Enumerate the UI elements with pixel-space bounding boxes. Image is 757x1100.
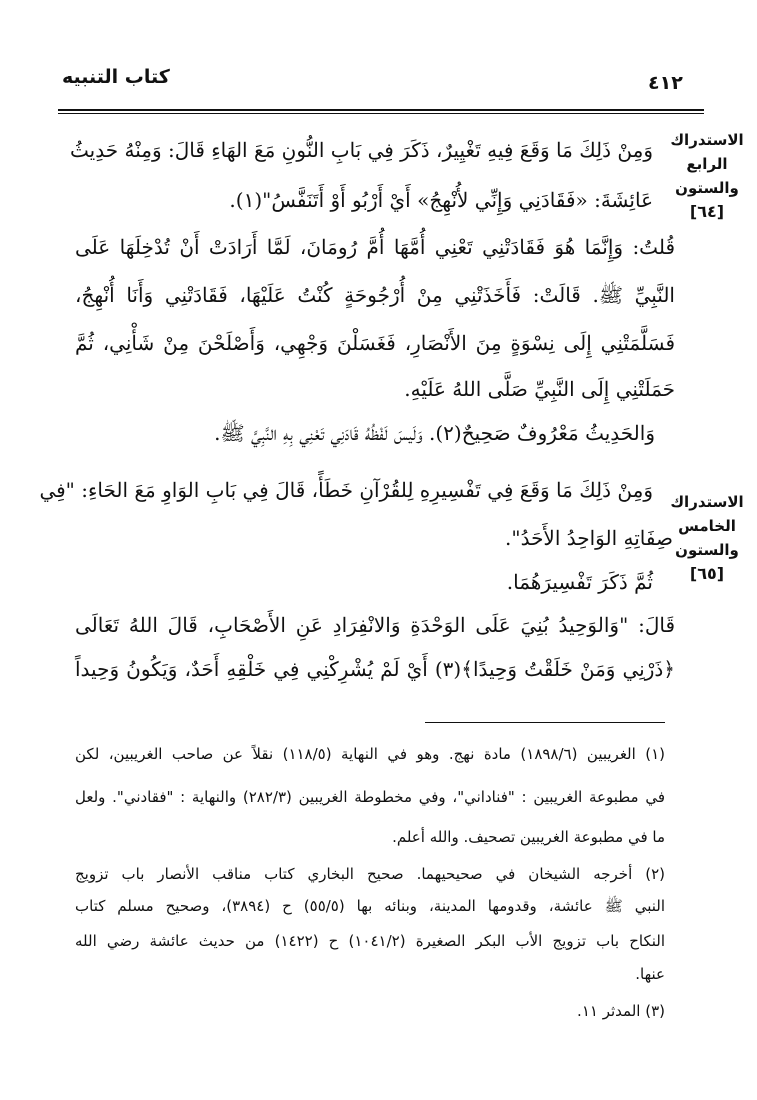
body-line: فَسَلَّمَتْنِي إِلَى نِسْوَةٍ مِنَ الأَنْصَارِ، فَغَسَلْنَ وَجْهِي، وَأَصْلَحْنَ مِنْ شَأْنِي، ثُمَّ: [75, 331, 675, 355]
page-number: ٤١٢: [648, 72, 683, 94]
footnote-line: النكاح باب تزويج الأب البكر الصغيرة (١٠٤١/٢) ح (١٤٢٢) من حديث عائشة رضي الله: [75, 932, 665, 950]
body-line: عَائِشَةَ: «فَقَادَنِي وَإِنِّي لأُنْهِجُ» أَيْ أَرْبُو أَوْ أَتَنَفَّسُ"(١).: [229, 188, 653, 212]
side-note-number: [٦٤]: [689, 202, 725, 221]
body-line: وَمِنْ ذَلِكَ مَا وَقَعَ فِيهِ تَغْيِيرٌ، ذَكَرَ فِي بَابِ النُّونِ مَعَ الهَاءِ قَالَ: وَمِنْهُ حَدِيثُ: [70, 138, 653, 162]
footnote-line: (٢) أخرجه الشيخان في صحيحيهما. صحيح البخاري كتاب مناقب الأنصار باب تزويج: [75, 865, 665, 883]
side-note-65: [662, 490, 752, 586]
header-rule: [58, 109, 704, 111]
footnote-line: النبي ﷺ عائشة، وقدومها المدينة، وبنائه بها (٥٥/٥) ح (٣٨٩٤)، وصحيح مسلم كتاب: [75, 897, 665, 915]
side-note-64: [662, 128, 752, 224]
body-line: صِفَاتِهِ الوَاحِدُ الأَحَدُ".: [505, 526, 673, 550]
side-note-line: والستون: [675, 179, 739, 197]
body-line: قُلتُ: وَإِنَّمَا هُوَ فَقَادَتْنِي تَعْنِي أُمَّهَا أُمَّ رُومَانَ، لَمَّا أَرَادَتْ أَنْ تُدْخِلَهَا عَلَى: [75, 235, 675, 259]
body-line: قَالَ: "وَالوَحِيدُ بُنِيَ عَلَى الوَحْدَةِ وَالانْفِرَادِ عَنِ الأَصْحَابِ، قَالَ اللهُ تَعَالَى: [75, 613, 675, 637]
body-line: وَالحَدِيثُ مَعْرُوفٌ صَحِيحٌ(٢). وَلَيسَ لَفْظُهُ قَادَنِي تَعْنِي بِهِ النَّبِيَّ ﷺ.: [214, 421, 655, 445]
side-note-line: الاستدراك: [670, 493, 744, 511]
footnote-line: في مطبوعة الغريبين : "فناداني"، وفي مخطوطة الغريبين (٢٨٢/٣) والنهاية : "فقادني". ولعل: [75, 788, 665, 806]
footnote-line: ما في مطبوعة الغريبين تصحيف. والله أعلم.: [392, 828, 665, 846]
body-line: وَمِنْ ذَلِكَ مَا وَقَعَ فِي تَفْسِيرِهِ لِلقُرْآنِ خَطَأً، قَالَ فِي بَابِ الوَاوِ مَعَ الحَاءِ: "فِي: [39, 478, 653, 502]
side-note-line: الرابع: [686, 155, 728, 173]
header-rule-thin: [58, 113, 704, 114]
footnote-separator: [425, 722, 665, 723]
side-note-line: الخامس: [678, 517, 736, 535]
side-note-line: الاستدراك: [670, 131, 744, 149]
body-line: ثُمَّ ذَكَرَ تَفْسِيرَهُمَا.: [506, 570, 653, 594]
body-line: حَمَلَتْنِي إِلَى النَّبِيِّ صَلَّى اللهُ عَلَيْهِ.: [404, 377, 675, 401]
footnote-line: (٣) المدثر ١١.: [577, 1002, 665, 1020]
side-note-number: [٦٥]: [689, 564, 725, 583]
footnote-line: (١) الغريبين (١٨٩٨/٦) مادة نهج. وهو في النهاية (١١٨/٥) نقلاً عن صاحب الغريبين، لكن: [75, 745, 666, 763]
body-line: ﴿ذَرْنِي وَمَنْ خَلَقْتُ وَحِيدًا﴾(٣) أَيْ لَمْ يُشْرِكْنِي فِي خَلْقِهِ أَحَدٌ، وَيَكُونُ وَحِيداً: [75, 657, 676, 681]
footnote-line: عنها.: [635, 965, 665, 983]
body-line: النَّبِيِّ ﷺ. قَالَتْ: فَأَخَذَتْنِي مِنْ أُرْجُوحَةٍ كُنْتُ عَلَيْهَا، فَقَادَتْنِي وَأَنَا أُنْهِجُ،: [75, 283, 675, 307]
side-note-line: والستون: [675, 541, 739, 559]
running-header-title: كتاب التنبيه: [62, 66, 170, 88]
